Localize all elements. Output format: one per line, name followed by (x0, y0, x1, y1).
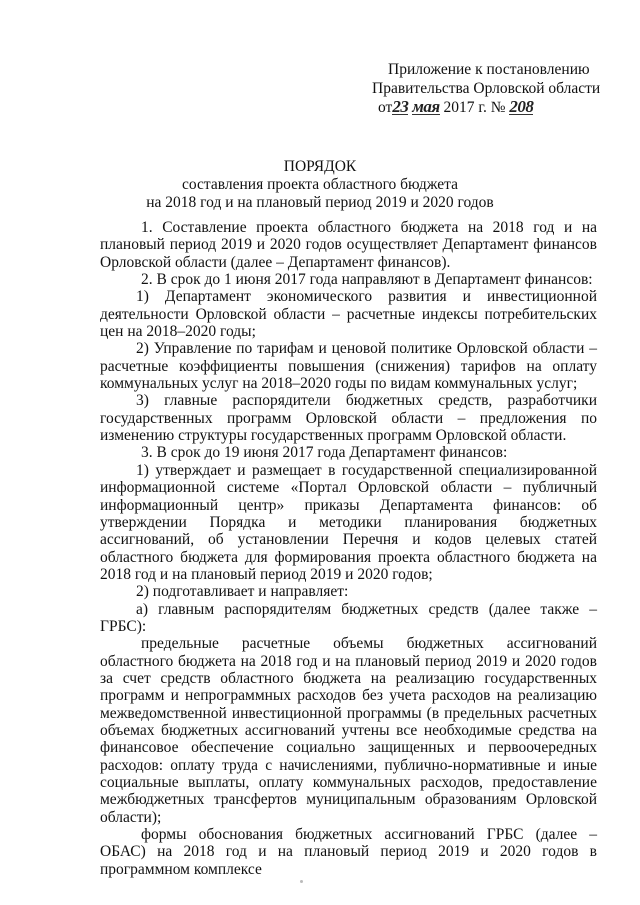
document-subtitle-1: составления проекта областного бюджета (182, 176, 458, 193)
paragraph-3-item-1: 1) утверждает и размещает в государственной специализированной информационной системе «Портал Орловской области – публичный информационный центр» приказы Департамента финансов: об утверждении Порядка и методики планирования бюджетных ассигнований, об установлении Перечня и кодов целевых статей областного бюджета для формирования проекта областного бюджета на 2018 год и на плановый период 2019 и 2020 годов; (100, 461, 597, 583)
document-subtitle-2: на 2018 год и на плановый период 2019 и 2020 годов (146, 194, 494, 211)
appendix-header (372, 60, 612, 117)
document-heading: ПОРЯДОК (283, 158, 357, 175)
paragraph-3-item-2: 2) подготавливает и направляет: (136, 583, 349, 601)
paragraph-2-item-1: 1) Департамент экономического развития и инвестиционной деятельности Орловской области – расчетные индексы потребительских цен на 2018–2020 годы; (100, 288, 597, 341)
year-and-number-label: 2017 г. № (443, 99, 506, 116)
handwritten-day: 23 (392, 97, 409, 116)
appendix-line-2: Правительства Орловской области (372, 80, 601, 97)
paragraph-2-item-3: 3) главные распорядители бюджетных средств, разработчики государственных программ Орловской области – предложения по изменению структуры государственных программ Орловской области. (100, 392, 597, 445)
date-prefix: от (378, 99, 393, 116)
handwritten-month: мая (412, 97, 440, 116)
paragraph-3: 3. В срок до 19 июня 2017 года Департамент финансов: (141, 444, 508, 462)
document-body (100, 219, 597, 878)
appendix-line-3 (372, 98, 612, 117)
paragraph-2-item-2: 2) Управление по тарифам и ценовой политике Орловской области – расчетные коэффициенты повышения (снижения) тарифов на оплату коммунальных услуг на 2018–2020 годы по видам коммунальных услуг; (100, 340, 597, 393)
paragraph-1: 1. Составление проекта областного бюджета на 2018 год и на плановый период 2019 и 2020 годов осуществляет Департамент финансов Орловской области (далее – Департамент финансов). (100, 219, 597, 271)
scan-dot (300, 880, 303, 883)
paragraph-limits: предельные расчетные объемы бюджетных ассигнований областного бюджета на 2018 год и на плановый период 2019 и 2020 годов за счет средств областного бюджета на реализацию государственных программ и непрограммных расходов без учета расходов на реализацию межведомственной инвестиционной программы (в предельных расчетных объемах бюджетных ассигнований учтены все необходимые средства на финансовое обеспечение социально защищенных и первоочередных расходов: оплату труда с начислениями, публично-нормативные и иные социальные выплаты, оплату коммунальных расходов, предоставление межбюджетных трансфертов муниципальным образованиям Орловской области); (100, 635, 597, 826)
appendix-line-1: Приложение к постановлению (388, 61, 590, 78)
paragraph-2: 2. В срок до 1 июня 2017 года направляют в Департамент финансов: (141, 271, 593, 289)
paragraph-forms: формы обоснования бюджетных ассигнований ГРБС (далее – ОБАС) на 2018 год и на плановый период 2019 и 2020 годов в программном комплексе (100, 826, 597, 878)
paragraph-3-item-2a: а) главным распорядителям бюджетных средств (далее также – ГРБС): (100, 600, 597, 635)
handwritten-number: 208 (509, 97, 534, 116)
